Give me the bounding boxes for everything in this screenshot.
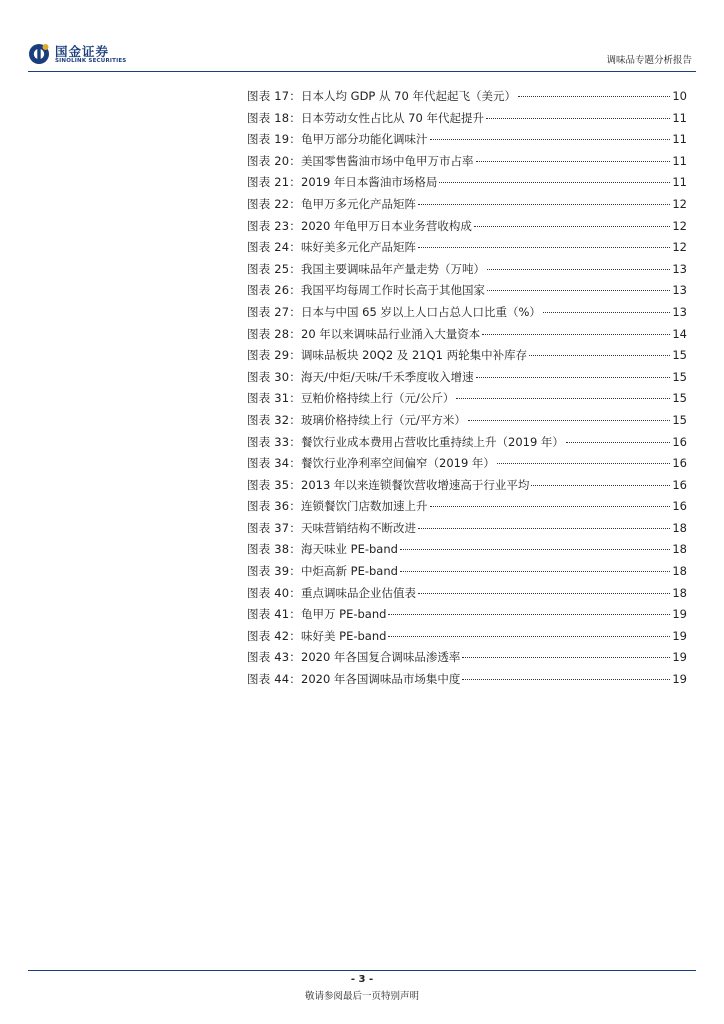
toc-entry-label: 图表 35： [247, 477, 301, 492]
toc-entry-label: 图表 24： [247, 240, 301, 255]
toc-entry-leader [529, 355, 670, 356]
toc-entry-page: 11 [672, 175, 687, 190]
toc-entry-leader [456, 398, 670, 399]
toc-entry-leader [566, 442, 670, 443]
toc-entry-title: 我国平均每周工作时长高于其他国家 [301, 283, 485, 298]
toc-entry-label: 图表 32： [247, 412, 301, 427]
toc-entry-page: 11 [672, 153, 687, 168]
toc-entry-page: 16 [672, 477, 687, 492]
toc-entry-label: 图表 34： [247, 456, 301, 471]
toc-entry-leader [497, 463, 670, 464]
toc-entry-leader [486, 118, 670, 119]
toc-entry-leader [487, 290, 670, 291]
toc-entry-page: 19 [672, 672, 687, 687]
page-header [28, 40, 696, 70]
toc-entry-title: 餐饮行业成本费用占营收比重持续上升（2019 年） [301, 434, 564, 449]
toc-entry-leader [430, 139, 671, 140]
toc-entry-label: 图表 27： [247, 304, 301, 319]
toc-entry-page: 19 [672, 607, 687, 622]
toc-entry-title: 豆粕价格持续上行（元/公斤） [301, 391, 455, 406]
toc-entry-page: 11 [672, 110, 687, 125]
toc-entry-label: 图表 43： [247, 650, 301, 665]
toc-entry[interactable] [247, 196, 687, 218]
toc-entry[interactable] [247, 520, 687, 542]
toc-entry[interactable] [247, 585, 687, 607]
toc-entry-page: 14 [672, 326, 687, 341]
toc-entry-title: 天味营销结构不断改进 [301, 520, 416, 535]
toc-entry-label: 图表 30： [247, 369, 301, 384]
toc-entry-page: 15 [672, 348, 687, 363]
toc-entry-leader [400, 571, 670, 572]
toc-entry[interactable] [247, 477, 687, 499]
toc-entry-page: 19 [672, 650, 687, 665]
toc-entry-label: 图表 21： [247, 175, 301, 190]
toc-entry[interactable] [247, 88, 687, 110]
header-rule [28, 71, 696, 72]
toc-entry[interactable] [247, 153, 687, 175]
toc-entry-leader [531, 485, 670, 486]
toc-entry-label: 图表 29： [247, 348, 301, 363]
sinolink-logo [28, 40, 148, 70]
toc-entry-page: 18 [672, 585, 687, 600]
toc-entry-label: 图表 42： [247, 628, 301, 643]
toc-entry-leader [418, 204, 670, 205]
toc-entry-leader [468, 420, 670, 421]
toc-entry[interactable] [247, 390, 687, 412]
toc-entry-title: 连锁餐饮门店数加速上升 [301, 499, 428, 514]
toc-entry[interactable] [247, 218, 687, 240]
toc-entry-title: 美国零售酱油市场中龟甲万市占率 [301, 153, 474, 168]
toc-entry-page: 16 [672, 434, 687, 449]
toc-entry-title: 重点调味品企业估值表 [301, 585, 416, 600]
toc-entry-label: 图表 23： [247, 218, 301, 233]
toc-entry-page: 13 [672, 283, 687, 298]
toc-entry-page: 15 [672, 412, 687, 427]
page-number: - 3 - [350, 974, 374, 985]
toc-entry-title: 味好美 PE-band [301, 628, 387, 643]
toc-entry-label: 图表 18： [247, 110, 301, 125]
toc-entry-title: 日本与中国 65 岁以上人口占总人口比重（%） [301, 304, 541, 319]
toc-entry-title: 味好美多元化产品矩阵 [301, 240, 416, 255]
toc-entry-title: 海天味业 PE-band [301, 542, 398, 557]
toc-entry-label: 图表 22： [247, 196, 301, 211]
toc-entry-page: 13 [672, 261, 687, 276]
toc-entry[interactable] [247, 434, 687, 456]
toc-entry[interactable] [247, 304, 687, 326]
logo-text-cn: 国金证券 [55, 44, 110, 59]
toc-entry-title: 日本劳动女性占比从 70 年代起提升 [301, 110, 484, 125]
toc-entry-leader [482, 334, 670, 335]
toc-entry-label: 图表 39： [247, 564, 301, 579]
toc-entry[interactable] [247, 649, 687, 671]
toc-entry-label: 图表 19： [247, 132, 301, 147]
toc-entry-title: 调味品板块 20Q2 及 21Q1 两轮集中补库存 [301, 348, 528, 363]
toc-entry[interactable] [247, 282, 687, 304]
toc-entry[interactable] [247, 412, 687, 434]
toc-entry-title: 海天/中炬/天味/千禾季度收入增速 [301, 369, 474, 384]
sinolink-logo-icon [28, 42, 50, 66]
toc-entry-page: 10 [672, 89, 687, 103]
toc-entry-page: 16 [672, 456, 687, 471]
toc-entry-title: 龟甲万多元化产品矩阵 [301, 196, 416, 211]
toc-entry-title: 2013 年以来连锁餐饮营收增速高于行业平均 [301, 477, 530, 492]
toc-entry-page: 12 [672, 218, 687, 233]
toc-entry-title: 玻璃价格持续上行（元/平方米） [301, 412, 466, 427]
toc-entry[interactable] [247, 563, 687, 585]
toc-entry-label: 图表 37： [247, 520, 301, 535]
toc-entry-title: 龟甲万部分功能化调味汁 [301, 132, 428, 147]
toc-entry-label: 图表 33： [247, 434, 301, 449]
toc-entry-title: 中炬高新 PE-band [301, 564, 398, 579]
toc-entry-leader [418, 247, 670, 248]
toc-entry[interactable] [247, 174, 687, 196]
toc-entry-title: 2020 年龟甲万日本业务营收构成 [301, 218, 472, 233]
toc-entry-page: 16 [672, 499, 687, 514]
logo-text-en: SINOLINK SECURITIES [55, 58, 127, 64]
toc-entry-leader [543, 312, 670, 313]
footer-rule [28, 970, 696, 971]
toc-entry-label: 图表 41： [247, 607, 301, 622]
toc-entry-title: 2020 年各国调味品市场集中度 [301, 672, 461, 687]
toc-entry-page: 15 [672, 369, 687, 384]
toc-entry-label: 图表 20： [247, 153, 301, 168]
toc-entry-title: 20 年以来调味品行业涌入大量资本 [301, 326, 481, 341]
toc-entry-leader [462, 657, 670, 658]
toc-entry[interactable] [247, 541, 687, 563]
toc-entry[interactable] [247, 455, 687, 477]
toc-entry[interactable] [247, 628, 687, 650]
toc-entry-leader [476, 377, 671, 378]
toc-entry-title: 2020 年各国复合调味品渗透率 [301, 650, 461, 665]
toc-entry-label: 图表 31： [247, 391, 301, 406]
toc-entry[interactable] [247, 369, 687, 391]
toc-entry[interactable] [247, 671, 687, 693]
toc-entry-page: 18 [672, 564, 687, 579]
toc-entry-title: 餐饮行业净利率空间偏窄（2019 年） [301, 456, 495, 471]
toc-entry[interactable] [247, 326, 687, 348]
toc-entry-page: 18 [672, 520, 687, 535]
toc-entry[interactable] [247, 606, 687, 628]
toc-entry-leader [474, 226, 670, 227]
toc-entry-leader [462, 679, 670, 680]
toc-entry-label: 图表 17： [247, 89, 301, 103]
toc-entry-label: 图表 25： [247, 261, 301, 276]
toc-entry[interactable] [247, 110, 687, 132]
table-of-figures [247, 88, 687, 693]
toc-entry-label: 图表 36： [247, 499, 301, 514]
toc-entry[interactable] [247, 131, 687, 153]
toc-entry-page: 12 [672, 240, 687, 255]
toc-entry-leader [518, 96, 670, 97]
toc-entry-page: 12 [672, 196, 687, 211]
toc-entry-page: 18 [672, 542, 687, 557]
toc-entry-label: 图表 26： [247, 283, 301, 298]
toc-entry-leader [388, 614, 670, 615]
toc-entry-page: 15 [672, 391, 687, 406]
toc-entry[interactable] [247, 498, 687, 520]
toc-entry-leader [388, 636, 670, 637]
toc-entry-leader [439, 182, 670, 183]
toc-entry[interactable] [247, 261, 687, 283]
toc-entry-label: 图表 38： [247, 542, 301, 557]
toc-entry-title: 我国主要调味品年产量走势（万吨） [301, 261, 485, 276]
disclaimer-text: 敬请参阅最后一页特别声明 [304, 991, 419, 1002]
toc-entry-page: 11 [672, 132, 687, 147]
toc-entry-leader [418, 593, 670, 594]
toc-entry-page: 19 [672, 628, 687, 643]
toc-entry-leader [400, 549, 670, 550]
toc-entry-label: 图表 28： [247, 326, 301, 341]
toc-entry[interactable] [247, 347, 687, 369]
toc-entry-title: 2019 年日本酱油市场格局 [301, 175, 438, 190]
toc-entry-leader [430, 506, 671, 507]
toc-entry-label: 图表 44： [247, 672, 301, 687]
report-title: 调味品专题分析报告 [606, 55, 692, 66]
toc-entry-title: 日本人均 GDP 从 70 年代起起飞（美元） [301, 89, 516, 103]
toc-entry-label: 图表 40： [247, 585, 301, 600]
toc-entry[interactable] [247, 239, 687, 261]
toc-entry-leader [476, 161, 671, 162]
toc-entry-leader [418, 528, 670, 529]
toc-entry-title: 龟甲万 PE-band [301, 607, 387, 622]
toc-entry-leader [487, 269, 670, 270]
toc-entry-page: 13 [672, 304, 687, 319]
